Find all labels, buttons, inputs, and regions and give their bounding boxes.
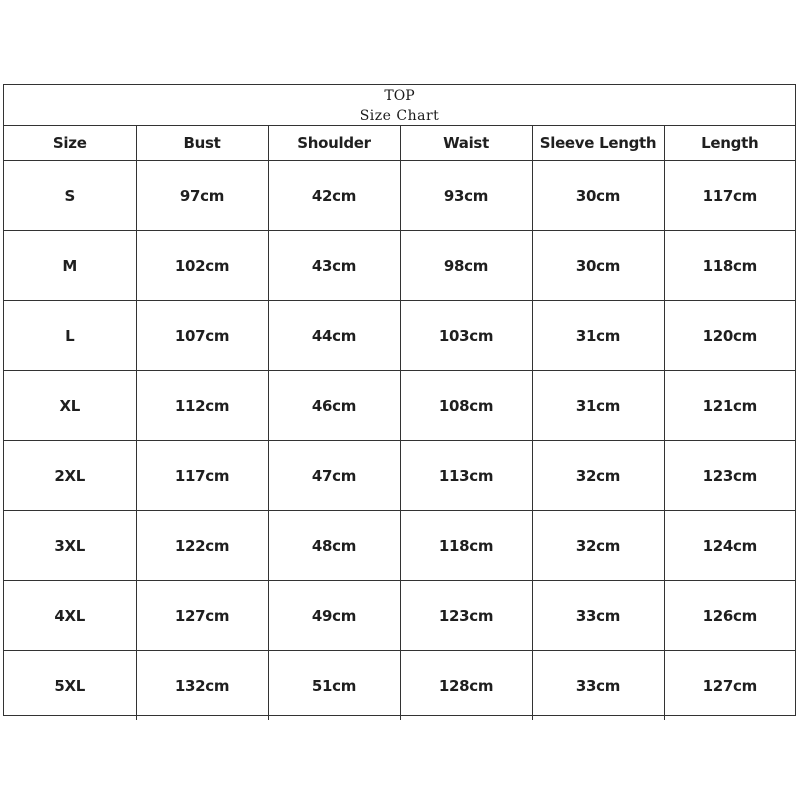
cell-shoulder: 46cm: [268, 371, 400, 441]
cell-sleeve-length: 30cm: [532, 161, 664, 231]
cell-bust: 132cm: [136, 651, 268, 721]
table-row: [4, 161, 795, 231]
header-row: [4, 126, 795, 161]
cell-size: 4XL: [4, 581, 136, 651]
cell-sleeve-length: 31cm: [532, 301, 664, 371]
table-row: [4, 371, 795, 441]
cell-sleeve-length: 32cm: [532, 441, 664, 511]
cell-sleeve-length: 33cm: [532, 581, 664, 651]
table-row: [4, 231, 795, 301]
table-row: [4, 511, 795, 581]
table-row: [4, 651, 795, 721]
cell-length: 127cm: [664, 651, 795, 721]
size-table: [4, 126, 795, 720]
cell-sleeve-length: 31cm: [532, 371, 664, 441]
cell-size: M: [4, 231, 136, 301]
cell-shoulder: 48cm: [268, 511, 400, 581]
cell-bust: 97cm: [136, 161, 268, 231]
cell-size: S: [4, 161, 136, 231]
cell-bust: 102cm: [136, 231, 268, 301]
column-header-size: Size: [4, 126, 136, 161]
chart-title-block: [4, 85, 795, 126]
cell-length: 126cm: [664, 581, 795, 651]
cell-length: 123cm: [664, 441, 795, 511]
table-row: [4, 301, 795, 371]
cell-bust: 107cm: [136, 301, 268, 371]
cell-bust: 112cm: [136, 371, 268, 441]
column-header-sleeve-length: Sleeve Length: [532, 126, 664, 161]
chart-title: TOP: [384, 88, 415, 104]
cell-bust: 117cm: [136, 441, 268, 511]
cell-shoulder: 51cm: [268, 651, 400, 721]
cell-size: L: [4, 301, 136, 371]
cell-length: 117cm: [664, 161, 795, 231]
cell-waist: 128cm: [400, 651, 532, 721]
column-header-waist: Waist: [400, 126, 532, 161]
cell-shoulder: 42cm: [268, 161, 400, 231]
cell-shoulder: 44cm: [268, 301, 400, 371]
cell-waist: 103cm: [400, 301, 532, 371]
table-row: [4, 581, 795, 651]
cell-waist: 98cm: [400, 231, 532, 301]
cell-length: 120cm: [664, 301, 795, 371]
cell-size: 2XL: [4, 441, 136, 511]
cell-size: XL: [4, 371, 136, 441]
cell-sleeve-length: 30cm: [532, 231, 664, 301]
cell-waist: 108cm: [400, 371, 532, 441]
cell-size: 3XL: [4, 511, 136, 581]
cell-shoulder: 47cm: [268, 441, 400, 511]
cell-waist: 123cm: [400, 581, 532, 651]
cell-sleeve-length: 33cm: [532, 651, 664, 721]
cell-length: 121cm: [664, 371, 795, 441]
table-row: [4, 441, 795, 511]
column-header-length: Length: [664, 126, 795, 161]
cell-size: 5XL: [4, 651, 136, 721]
size-chart: [3, 84, 796, 716]
cell-shoulder: 43cm: [268, 231, 400, 301]
cell-waist: 113cm: [400, 441, 532, 511]
chart-subtitle: Size Chart: [359, 108, 440, 124]
cell-waist: 118cm: [400, 511, 532, 581]
cell-bust: 127cm: [136, 581, 268, 651]
cell-sleeve-length: 32cm: [532, 511, 664, 581]
column-header-shoulder: Shoulder: [268, 126, 400, 161]
cell-length: 124cm: [664, 511, 795, 581]
cell-bust: 122cm: [136, 511, 268, 581]
cell-length: 118cm: [664, 231, 795, 301]
cell-waist: 93cm: [400, 161, 532, 231]
cell-shoulder: 49cm: [268, 581, 400, 651]
column-header-bust: Bust: [136, 126, 268, 161]
